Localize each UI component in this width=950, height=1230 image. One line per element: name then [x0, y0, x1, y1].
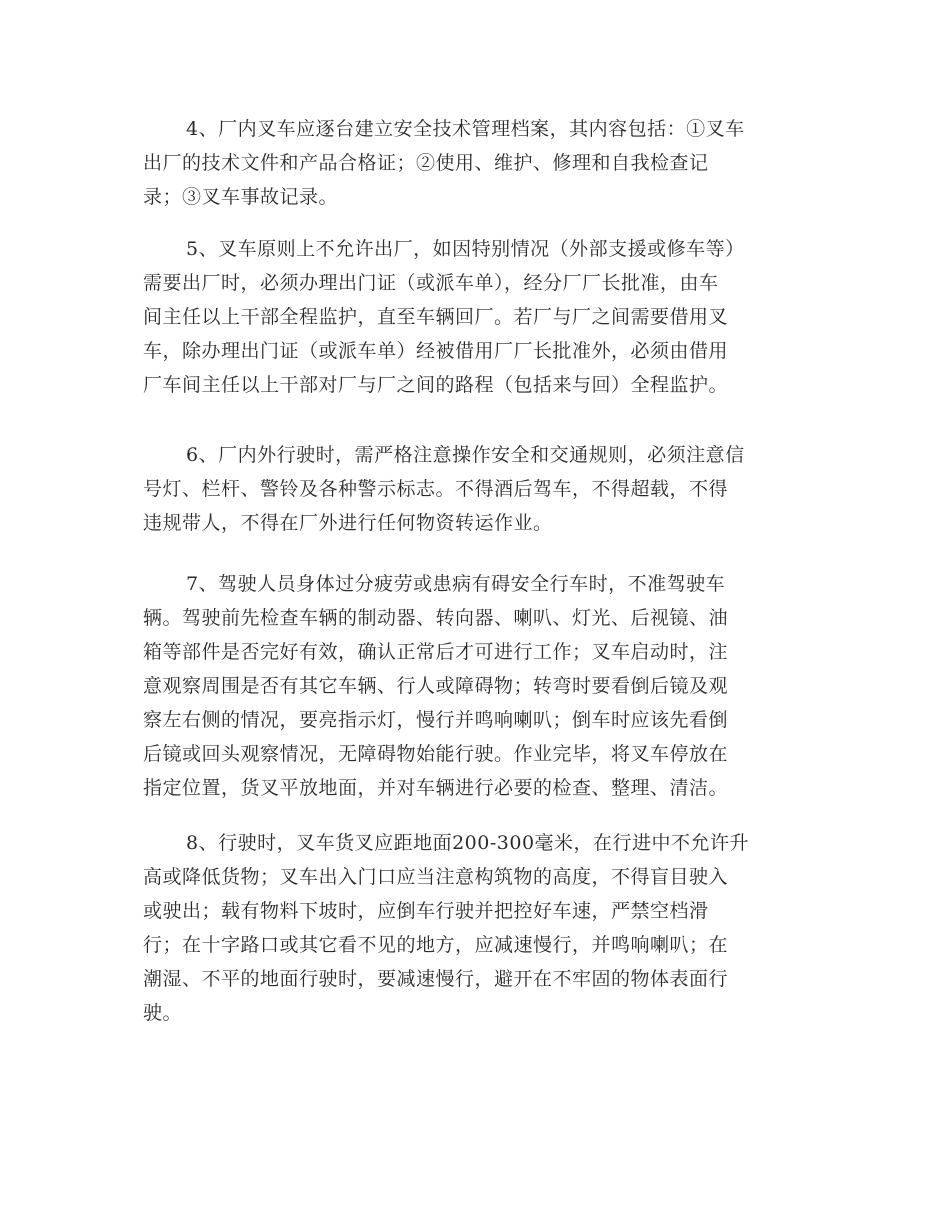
paragraph-line: 意观察周围是否有其它车辆、行人或障碍物；转弯时要看倒后镜及观: [143, 675, 729, 697]
paragraph-6: [143, 438, 745, 540]
paragraph-line: 6、厂内外行驶时，需严格注意操作安全和交通规则，必须注意信: [186, 444, 745, 466]
paragraph-line: 出厂的技术文件和产品合格证；②使用、维护、修理和自我检查记: [143, 152, 709, 174]
paragraph-line: 后镜或回头观察情况，无障碍物始能行驶。作业完毕，将叉车停放在: [143, 743, 729, 765]
paragraph-line: 违规带人，不得在厂外进行任何物资转运作业。: [143, 512, 553, 534]
paragraph-line: 车，除办理出门证（或派车单）经被借用厂厂长批准外，必须由借用: [143, 340, 729, 362]
paragraph-line: 指定位置，货叉平放地面，并对车辆进行必要的检查、整理、清洁。: [143, 777, 729, 799]
paragraph-line: 厂车间主任以上干部对厂与厂之间的路程（包括来与回）全程监护。: [143, 374, 729, 396]
paragraph-line: 间主任以上干部全程监护，直至车辆回厂。若厂与厂之间需要借用叉: [143, 306, 729, 328]
paragraph-line: 录；③叉车事故记录。: [143, 186, 339, 208]
paragraph-line: 需要出厂时，必须办理出门证（或派车单），经分厂厂长批准，由车: [143, 272, 719, 294]
paragraph-line: 高或降低货物；叉车出入门口应当注意构筑物的高度，不得盲目驶入: [143, 866, 729, 888]
paragraph-line: 号灯、栏杆、警铃及各种警示标志。不得酒后驾车，不得超载，不得: [143, 478, 729, 500]
paragraph-line: 辆。驾驶前先检查车辆的制动器、转向器、喇叭、灯光、后视镜、油: [143, 607, 729, 629]
paragraph-line: 驶。: [143, 1002, 183, 1024]
paragraph-4: [143, 112, 745, 214]
paragraph-8: [143, 826, 749, 1030]
paragraph-line: 潮湿、不平的地面行驶时，要减速慢行，避开在不牢固的物体表面行: [143, 968, 729, 990]
paragraph-line: 4、厂内叉车应逐台建立安全技术管理档案，其内容包括：①叉车: [186, 118, 745, 140]
paragraph-7: [143, 567, 728, 805]
paragraph-line: 箱等部件是否完好有效，确认正常后才可进行工作；叉车启动时，注: [143, 641, 729, 663]
paragraph-line: 7、驾驶人员身体过分疲劳或患病有碍安全行车时，不准驾驶车: [186, 573, 726, 595]
paragraph-line: 行；在十字路口或其它看不见的地方，应减速慢行，并鸣响喇叭；在: [143, 934, 729, 956]
paragraph-5: [143, 232, 745, 402]
paragraph-line: 或驶出；载有物料下坡时，应倒车行驶并把控好车速，严禁空档滑: [143, 900, 709, 922]
paragraph-line: 5、叉车原则上不允许出厂，如因特别情况（外部支援或修车等）: [186, 238, 745, 260]
paragraph-line: 8、行驶时，叉车货叉应距地面200-300毫米，在行进中不允许升: [186, 832, 750, 854]
paragraph-line: 察左右侧的情况，要亮指示灯，慢行并鸣响喇叭；倒车时应该先看倒: [143, 709, 729, 731]
